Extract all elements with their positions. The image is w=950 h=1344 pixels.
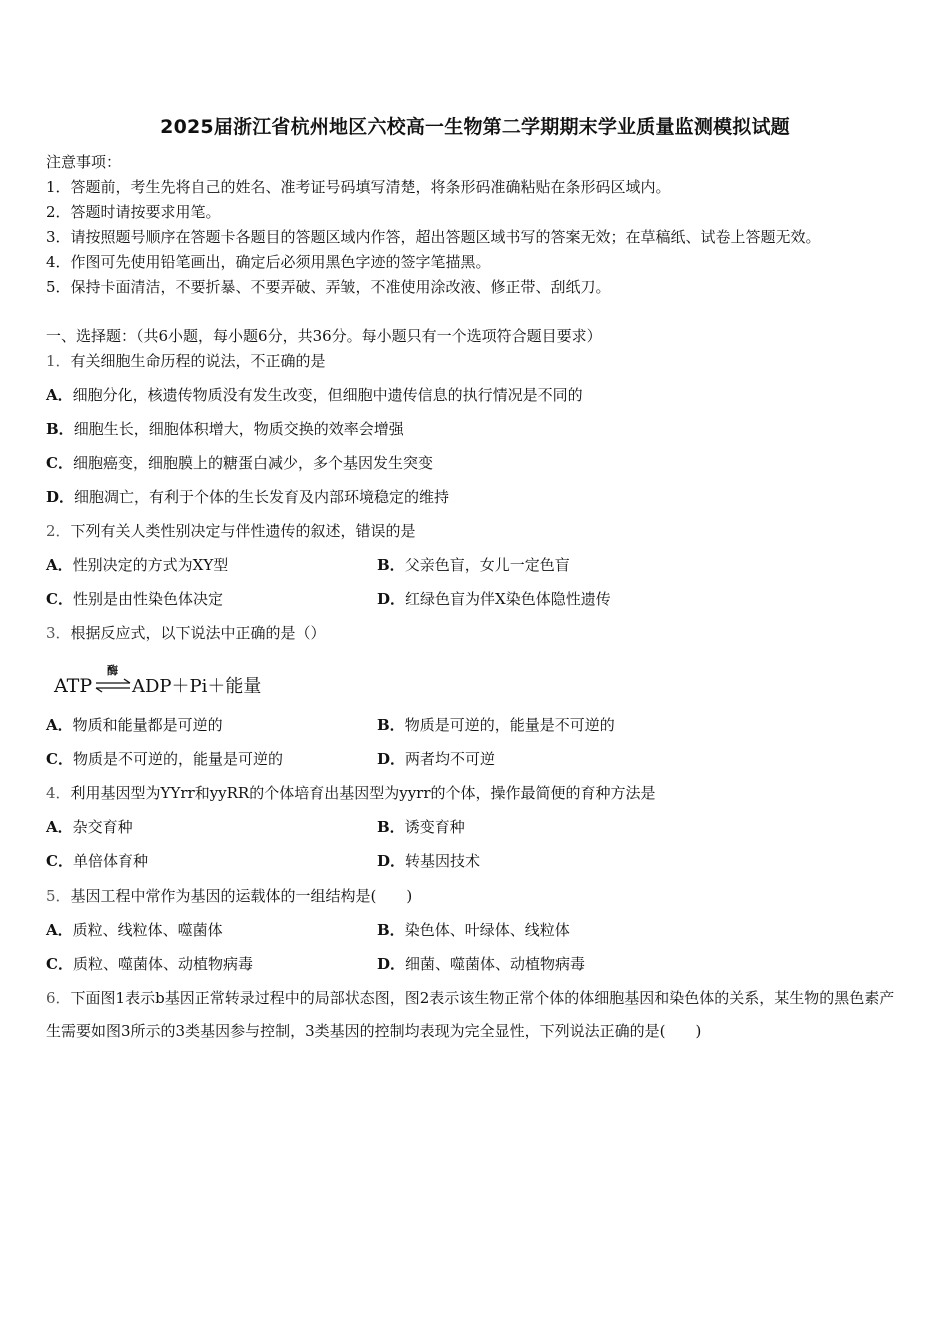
- question-text: 基因工程中常作为基因的运载体的一组结构是( ): [70, 887, 413, 905]
- option-c: C．性别是由性染色体决定: [46, 590, 223, 608]
- question-text: 根据反应式，以下说法中正确的是（）: [70, 624, 326, 642]
- notice-item: 4．作图可先使用铅笔画出，确定后必须用黑色字迹的签字笔描黑。: [46, 253, 491, 271]
- option-c: C．单倍体育种: [46, 852, 148, 870]
- notice-item: 1．答题前，考生先将自己的姓名、准考证号码填写清楚，将条形码准确粘贴在条形码区域内。: [46, 178, 671, 196]
- question-text: 下列有关人类性别决定与伴性遗传的叙述，错误的是: [70, 522, 416, 540]
- option-b: B．父亲色盲，女儿一定色盲: [377, 556, 570, 574]
- notice-heading: 注意事项：: [46, 153, 122, 171]
- question-number: 6．: [46, 989, 71, 1007]
- option-c: C．物质是不可逆的，能量是可逆的: [46, 750, 283, 768]
- section-heading: 一、选择题：（共6小题，每小题6分，共36分。每小题只有一个选项符合题目要求）: [46, 327, 602, 345]
- reversible-arrow-icon: [96, 679, 130, 692]
- option-b: B．物质是可逆的，能量是不可逆的: [377, 716, 615, 734]
- notice-item: 5．保持卡面清洁，不要折暴、不要弄破、弄皱，不准使用涂改液、修正带、刮纸刀。: [46, 278, 611, 296]
- equation-arrow-label: 酶: [107, 664, 118, 677]
- option-a: A．性别决定的方式为XY型: [46, 556, 229, 574]
- option-b: B．细胞生长，细胞体积增大，物质交换的效率会增强: [46, 420, 404, 438]
- question-text: 下面图1表示b基因正常转录过程中的局部状态图，图2表示该生物正常个体的体细胞基因和染色体的关系，某生物的黑色素产生需要如图3所示的3类基因参与控制，3类基因的控制均表现为完全显性，下列说法正确的是( ): [46, 989, 895, 1040]
- question-stem: [46, 351, 326, 371]
- notice-item: 2．答题时请按要求用笔。: [46, 203, 221, 221]
- option-d: D．转基因技术: [377, 852, 481, 870]
- atp-reaction-equation: [52, 662, 272, 702]
- option-a: A．杂交育种: [46, 818, 133, 836]
- question-stem: [46, 783, 656, 803]
- question-text: 有关细胞生命历程的说法，不正确的是: [70, 352, 326, 370]
- question-stem: [46, 982, 908, 1048]
- page-title: 2025届浙江省杭州地区六校高一生物第二学期期末学业质量监测模拟试题: [160, 116, 790, 138]
- question-stem: [46, 623, 326, 643]
- notice-item: 3．请按照题号顺序在答题卡各题目的答题区域内作答，超出答题区域书写的答案无效；在草稿纸、试卷上答题无效。: [46, 228, 821, 246]
- option-b: B．染色体、叶绿体、线粒体: [377, 921, 570, 939]
- question-number: 5．: [46, 887, 71, 905]
- question-number: 3．: [46, 624, 71, 642]
- equation-right: ADP＋Pi＋能量: [132, 676, 262, 697]
- option-d: D．两者均不可逆: [377, 750, 496, 768]
- option-c: C．质粒、噬菌体、动植物病毒: [46, 955, 253, 973]
- question-stem: [46, 886, 412, 906]
- question-number: 1．: [46, 352, 71, 370]
- option-c: C．细胞癌变，细胞膜上的糖蛋白减少，多个基因发生突变: [46, 454, 433, 472]
- option-a: A．质粒、线粒体、噬菌体: [46, 921, 223, 939]
- option-a: A．物质和能量都是可逆的: [46, 716, 223, 734]
- option-d: D．细菌、噬菌体、动植物病毒: [377, 955, 586, 973]
- question-number: 2．: [46, 522, 71, 540]
- equation-left: ATP: [54, 675, 93, 697]
- question-text: 利用基因型为YYrr和yyRR的个体培育出基因型为yyrr的个体，操作最简便的育种方法是: [70, 784, 656, 802]
- option-d: D．细胞凋亡，有利于个体的生长发育及内部环境稳定的维持: [46, 488, 450, 506]
- option-b: B．诱变育种: [377, 818, 465, 836]
- question-number: 4．: [46, 784, 71, 802]
- option-a: A．细胞分化，核遗传物质没有发生改变，但细胞中遗传信息的执行情况是不同的: [46, 386, 583, 404]
- question-stem: [46, 521, 416, 541]
- option-d: D．红绿色盲为伴X染色体隐性遗传: [377, 590, 611, 608]
